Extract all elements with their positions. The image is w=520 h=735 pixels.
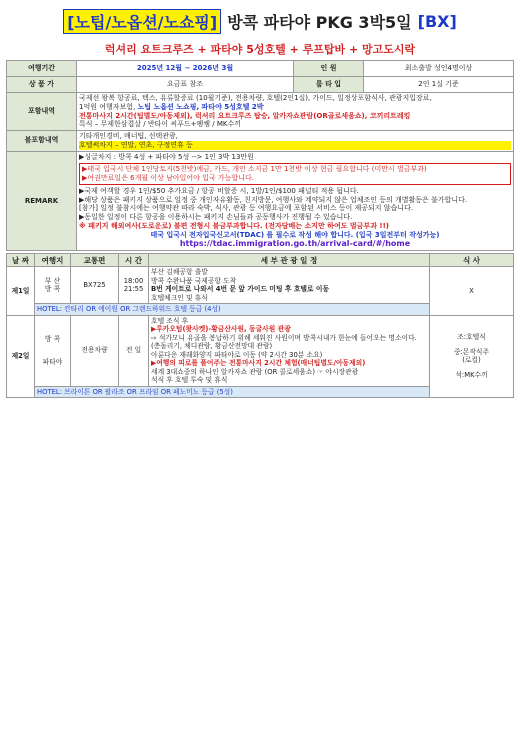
remark-line: ▶싱글차지 : 방콕 4성 + 파타야 5성 --> 1인 3박 13만원 <box>79 152 254 161</box>
inclusions-value <box>77 93 514 131</box>
remark-line: [참가] 일정 불참시에는 여행약관 따라 숙박, 식사, 관광 등 여행요금에 포함된 서비스 등이 제공되지 않습니다. <box>79 204 414 213</box>
exclusion-line: 기타개인경비, 매너팁, 선택관광, <box>79 132 179 140</box>
header-place: 여행지 <box>35 254 71 267</box>
day-places: 방 콕 파타야 <box>35 315 71 386</box>
day-label: 제2일 <box>7 315 35 397</box>
day-places: 부 산 방 콕 <box>35 267 71 304</box>
subtitle: 럭셔리 요트크루즈 + 파타야 5성호텔 + 루프탑바 + 망고도시락 <box>104 43 416 56</box>
summary-table <box>6 60 514 251</box>
header-time: 시 간 <box>119 254 149 267</box>
page-title <box>6 4 514 38</box>
header-date: 날 짜 <box>7 254 35 267</box>
remark-line: ▶여권만료일은 6개월 이상 남아있어야 입국 가능합니다. <box>82 174 254 182</box>
remark-line: ※ 패키지 해외여사(도로운로) 불편 전형시 불금부과합니다. (전자담배는 소지만 하여도 벌금부과 !!) <box>79 221 389 230</box>
itinerary-table <box>6 253 514 398</box>
remark-label: REMARK <box>7 151 77 251</box>
period-label: 여행기간 <box>7 61 77 77</box>
remark-value <box>77 151 514 251</box>
day-transport: BX725 <box>71 267 119 304</box>
day-schedule: 호텔 조식 후 ▶루카오텀(왓사켓)-황금산사원, 동굴사원 관광 ⇨ 석가모니 유골을 봉납하기 위해 세워진 사원이며 방콕시내가 한눈에 들어오는 명소이다. (층돌리기, 체디관람, 황금산전망대 관람) 아룬다운 재래화양지 파타야로 이동 (약 2시간 30분 소요) ▶여행의 피로를 풀어주는 전통마사지 2시간 체험(매너팁별도/아동제외) 세계 3대쇼중의 하나인 알카자쇼 관람 (OR 콜로세움쇼) ☞ 야시장관광 석식 후 호텔 투숙 및 휴식 <box>149 315 430 386</box>
header-schedule: 세 부 관 광 일 정 <box>149 254 430 267</box>
inclusion-line: 전통마사지 2시간(팁별도/아동제외), 럭셔리 요트크루즈 탑승, 알카자쇼관람(OR골로세움쇼), 코끼리트레킹 <box>79 111 411 120</box>
people-value: 최소출발 성인4명이상 <box>364 61 514 77</box>
price-value: 요금표 참조 <box>77 77 294 93</box>
day-times: 18:00 21:55 <box>119 267 149 304</box>
title-tag: [노팁/노옵션/노쇼핑] <box>63 9 221 34</box>
remark-line: ▶국제 여객할 경우 1인/$50 추가요금 / 항공 비할증 시, 1발/1인/$100 패널티 적용 됩니다. <box>79 186 359 195</box>
period-value: 2025년 12월 ~ 2026년 3월 <box>77 61 294 77</box>
day-transport: 전용차량 <box>71 315 119 386</box>
exclusion-line: 호텔써차지 – 연말, 연초, 구정연휴 등 <box>79 141 511 150</box>
inclusions-label: 포함내역 <box>7 93 77 131</box>
remark-line: ▶태국 입국시 단체 1인당토지(5천밧)예금, 카드, 개인 소지금 1만 1천밧 이상 현금 필요합니다 (미만시 벌금부과) <box>82 165 427 174</box>
day-label: 제1일 <box>7 267 35 315</box>
inclusion-line: 1억원 여행자보험, 노팁 노옵션 노쇼핑, 파타야 5성호텔 2박 <box>79 102 264 111</box>
tdac-notice: 태국 입국시 전자입국신고서(TDAC) 를 필수로 작성 해야 합니다. (입국 3일전부터 작성가능) <box>150 230 440 239</box>
inclusion-line: 국제선 왕복 항공료, 텍스, 유류할증료 (10월기준), 전용차량, 호텔(2인1실), 가이드, 일정상포함식사, 관광지입장료, <box>79 94 432 102</box>
day-hotel: HOTEL: 브라이튼 OR 팔라조 OR 프라임 OR 페노미노 등급 (5성) <box>35 386 430 397</box>
header-transport: 교통편 <box>71 254 119 267</box>
room-value: 2인 1실 기준 <box>364 77 514 93</box>
remark-line: ▶해당 상품은 패키지 상품으로 일정 중 개인자유활동, 친지방문, 여행사와 계약되지 않은 업체조인 등의 개별활동은 불가합니다. <box>79 195 468 204</box>
day-meals: X <box>430 267 514 315</box>
remark-line: ▶동일한 일정이 다른 항공을 이용하시는 패키지 손님들과 공동행사가 진행될 수 있습니다. <box>79 213 353 221</box>
exclusions-value <box>77 131 514 152</box>
day-time: 전 일 <box>119 315 149 386</box>
day-hotel: HOTEL: 칸타리 OR 에이원 OR 그랜드하워드 호텔 등급 (4성) <box>35 304 430 315</box>
exclusions-label: 불포함내역 <box>7 131 77 152</box>
title-main: 방콕 파타야 PKG 3박5일 <box>227 12 412 32</box>
inclusion-line: 특식 – 무제한삼겹살 / 반타이 씨푸드+팽쌤 / MK수끼 <box>79 120 242 129</box>
tdac-link[interactable]: https://tdac.immigration.go.th/arrival-card/#/home <box>179 239 411 249</box>
day-schedule: 부산 김해공항 출발 방콕 수완나품 국제공항 도착 B번 게이트로 나와서 4번 문 앞 가이드 미팅 후 호텔로 이동 호텔체크인 및 휴식 <box>149 267 430 304</box>
people-label: 인 원 <box>294 61 364 77</box>
remark-warning-box <box>79 163 511 185</box>
title-airline: [BX] <box>417 11 457 31</box>
price-label: 상 품 가 <box>7 77 77 93</box>
day-meals: 조:호텔식 중:몬작식주 (로컬) 석:MK수끼 <box>430 315 514 397</box>
header-meal: 식 사 <box>430 254 514 267</box>
room-label: 룸 타 입 <box>294 77 364 93</box>
